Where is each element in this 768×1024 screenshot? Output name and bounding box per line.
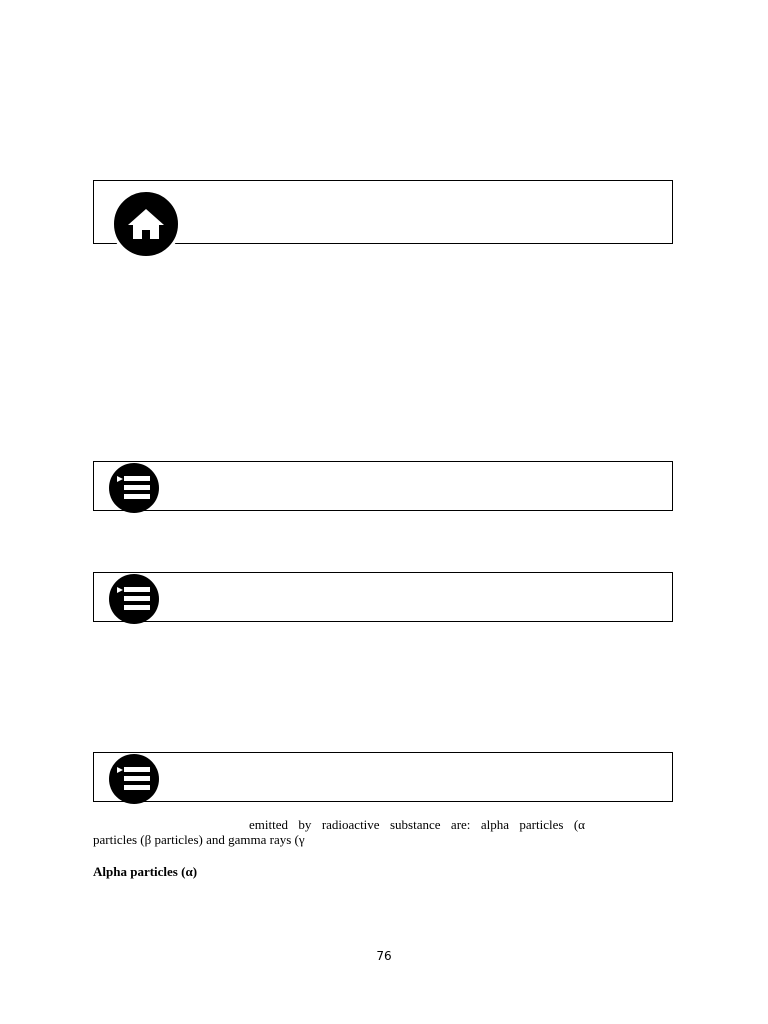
word: alpha (480, 817, 509, 832)
word: particles (519, 817, 564, 832)
note-callout-box-1 (93, 461, 673, 511)
word: substance (389, 817, 441, 832)
note-callout-box-2 (93, 572, 673, 622)
notes-icon[interactable] (109, 754, 159, 804)
word: radioactive (321, 817, 380, 832)
word: by (298, 817, 312, 832)
word: are: (450, 817, 471, 832)
home-icon[interactable] (111, 189, 181, 259)
notes-icon-glyph (117, 475, 151, 501)
paragraph-line-2: particles (β particles) and gamma rays (γ (93, 832, 305, 847)
home-icon-glyph (126, 206, 166, 242)
notes-icon-glyph (117, 766, 151, 792)
notes-icon[interactable] (109, 463, 159, 513)
page-number: 76 (376, 949, 392, 963)
word: emitted (249, 817, 288, 832)
note-callout-box-3 (93, 752, 673, 802)
section-heading: Alpha particles (α) (93, 864, 198, 879)
notes-icon[interactable] (109, 574, 159, 624)
home-callout-box (93, 180, 673, 244)
paragraph-line-1 (93, 817, 585, 832)
notes-icon-glyph (117, 586, 151, 612)
word: (α (573, 817, 585, 832)
